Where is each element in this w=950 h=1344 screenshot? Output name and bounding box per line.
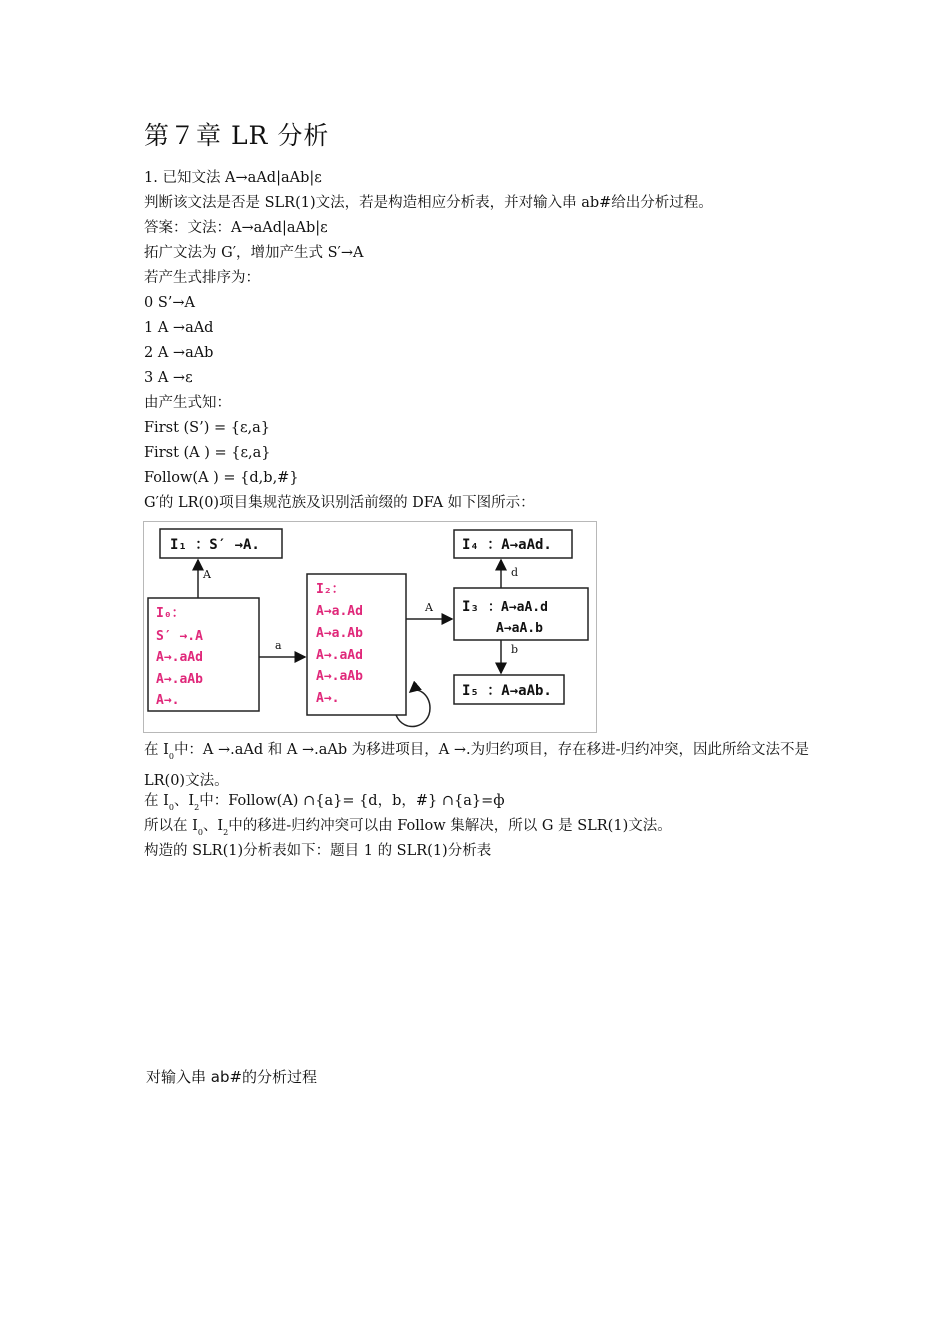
para3-sub2: 2 <box>223 828 229 837</box>
para2-sep: 、I <box>173 793 195 809</box>
question-instruction: 判断该文法是否是 SLR(1)文法，若是构造相应分析表，并对输入串 ab#给出分析过程。 <box>144 195 713 211</box>
edge-label-b: b <box>511 643 519 656</box>
para1-text-b: 中：A →.aAd 和 A →.aAb 为移进项目，A →.为归约项目，存在移进-归约冲突，因此所给文法不是 LR(0)文法。 <box>144 742 809 789</box>
follow-intersection-line <box>144 791 505 818</box>
edge-label-d: d <box>511 566 519 579</box>
state-i2-item: A→.aAb <box>316 669 363 684</box>
para3-sub0: 0 <box>197 828 203 837</box>
state-i3-label: I₃ <box>462 599 479 615</box>
edge-label-a-loop: a <box>412 679 419 692</box>
state-i2-item: A→a.Ab <box>316 626 363 641</box>
state-i0-item: A→.aAd <box>156 650 203 665</box>
para2-sub0: 0 <box>168 803 174 812</box>
state-i0-item: S′ →.A <box>156 629 203 644</box>
state-i2-item: A→.aAd <box>316 648 363 663</box>
state-i0-title: I₀： <box>156 606 185 621</box>
para2-text-b: 中：Follow(A) ∩{a}= {d，b，#} ∩{a}=ф <box>199 793 505 809</box>
state-i3-item: A→aA.b <box>496 621 543 636</box>
derived-heading: 由产生式知： <box>144 395 231 411</box>
analysis-process-heading: 对输入串 ab#的分析过程 <box>146 1068 318 1086</box>
para3-text-a: 所以在 I <box>144 818 198 834</box>
para2-text-a: 在 I <box>144 793 169 809</box>
dfa-svg <box>144 522 596 732</box>
chapter-title: 第７章 LR 分析 <box>144 121 330 150</box>
para3-text-b: 中的移进-归约冲突可以由 Follow 集解决，所以 G 是 SLR(1)文法。 <box>228 818 672 834</box>
state-i0-item: A→. <box>156 693 180 708</box>
state-i1-label: I₁ ：S′ →A. <box>170 537 260 553</box>
answer-grammar: 答案：文法：A→aAd|aAb|ε <box>144 220 328 236</box>
slr-table-caption: 构造的 SLR(1)分析表如下：题目 1 的 SLR(1)分析表 <box>144 843 492 859</box>
slr-conclusion-line <box>144 816 672 843</box>
dfa-caption: G′的 LR(0)项目集规范族及识别活前缀的 DFA 如下图所示： <box>144 495 535 511</box>
para2-sub2: 2 <box>194 803 200 812</box>
production-order-heading: 若产生式排序为： <box>144 270 260 286</box>
edge-label-A: A <box>203 568 211 581</box>
first-s-prime: First (S’) = {ε,a} <box>144 420 270 436</box>
state-i4-label: I₄ ：A→aAd. <box>462 537 552 553</box>
para3-sep: 、I <box>202 818 224 834</box>
state-i2-item: A→a.Ad <box>316 604 363 619</box>
production-3: 3 A →ε <box>144 370 193 386</box>
state-i3-item: ：A→aA.d <box>488 600 548 615</box>
question-line: 1. 已知文法 A→aAd|aAb|ε <box>144 170 322 186</box>
state-i0-item: A→.aAb <box>156 672 203 687</box>
conflict-paragraph <box>144 738 809 794</box>
state-i2-item: A→. <box>316 691 340 706</box>
para1-text-a: 在 I <box>144 742 169 758</box>
production-2: 2 A →aAb <box>144 345 214 361</box>
state-i2-title: I₂： <box>316 582 345 597</box>
augmented-grammar: 拓广文法为 G′，增加产生式 S′→A <box>144 245 364 261</box>
state-i5-label: I₅ ：A→aAb. <box>462 683 552 699</box>
first-a: First (A ) = {ε,a} <box>144 445 271 461</box>
production-0: 0 S’→A <box>144 295 195 311</box>
edge-label-A-right: A <box>425 601 433 614</box>
lr0-dfa-diagram <box>143 521 597 733</box>
edge-label-a: a <box>275 639 282 652</box>
production-1: 1 A →aAd <box>144 320 214 336</box>
follow-a: Follow(A ) = {d,b,#} <box>144 470 299 486</box>
para1-subscript: 0 <box>168 752 174 761</box>
